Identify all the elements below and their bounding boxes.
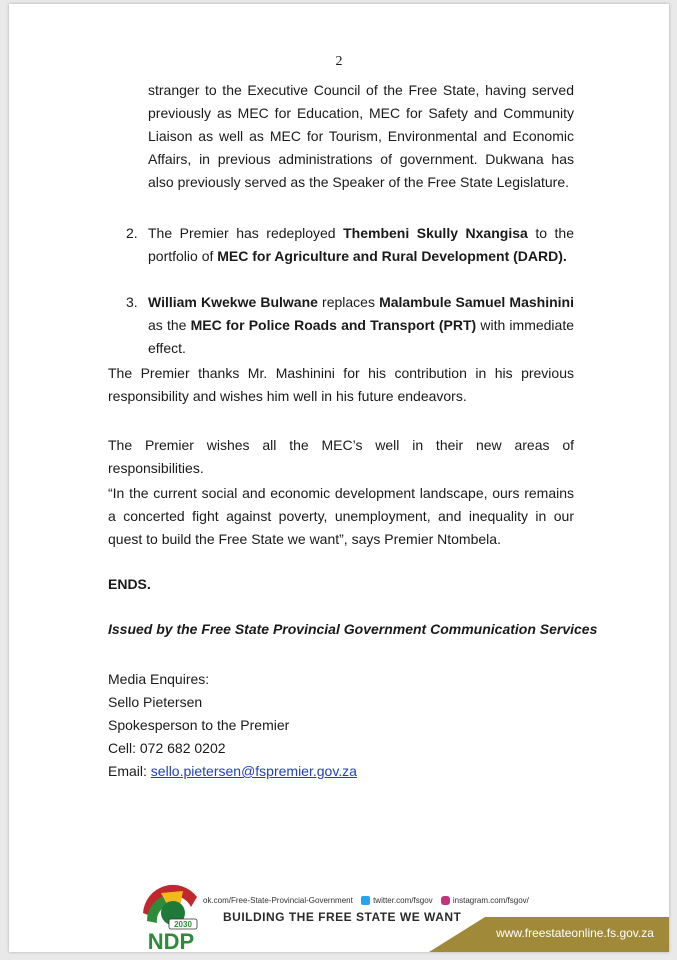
contact-email [108,760,357,783]
contact-role: Spokesperson to the Premier [108,717,290,733]
footer-gold-wedge [429,917,485,952]
facebook-link[interactable] [203,896,353,905]
continuation-paragraph: stranger to the Executive Council of the Free State, having served previously as MEC for Education, MEC for Safety and Community Liaison as well as MEC for Tourism, Environmental and Economic Affairs, in previous administrations of government. Dukwana has also previously served as the Speaker of the Free State Legislature. [148,82,574,190]
page-number: 2 [335,54,343,69]
text-run: to the portfolio of [148,225,574,264]
instagram-url: instagram.com/fsgov/ [452,896,529,905]
text-run: as the [148,317,191,333]
twitter-link[interactable] [361,896,433,905]
text-run: The Premier has redeployed [148,225,344,241]
text-run: with immediate effect. [148,317,574,356]
instagram-icon [441,896,450,905]
contact-name: Sello Pietersen [108,694,203,710]
twitter-url: twitter.com/fsgov [373,896,433,905]
twitter-icon [361,896,370,905]
facebook-url: ok.com/Free-State-Provincial-Government [203,896,353,905]
name-bold: Malambule Samuel Mashinini [379,294,574,310]
email-label: Email: [108,763,151,779]
ndp-2030-logo [137,883,209,951]
portfolio-bold: MEC for Agriculture and Rural Development (DARD). [217,248,567,264]
thanks-paragraph: The Premier thanks Mr. Mashinini for his contribution in his previous responsibility and wishes him well in his future endeavors. [108,365,574,404]
wishes-paragraph: The Premier wishes all the MEC’s well in their new areas of responsibilities. [108,437,574,476]
website-link[interactable]: www.freestateonline.fs.gov.za [496,926,654,940]
email-link[interactable]: sello.pietersen@fspremier.gov.za [150,763,357,779]
logo-year: 2030 [174,920,192,929]
list-number: 3. [126,294,138,310]
portfolio-bold: MEC for Police Roads and Transport (PRT) [190,317,477,333]
text-run: replaces [317,294,380,310]
list-text [148,222,574,268]
issued-by: Issued by the Free State Provincial Government Communication Services [108,621,598,637]
social-links [203,896,535,905]
media-enquiries-heading: Media Enquires: [108,671,210,687]
name-bold: William Kwekwe Bulwane [148,294,318,310]
document-page [9,4,669,952]
list-number: 2. [126,225,138,241]
ends-marker: ENDS. [108,576,151,592]
name-bold: Thembeni Skully Nxangisa [343,225,528,241]
logo-text: NDP [147,929,195,951]
footer-tagline: BUILDING THE FREE STATE WE WANT [223,910,462,924]
contact-cell: Cell: 072 682 0202 [108,740,226,756]
list-text [148,291,574,360]
instagram-link[interactable] [441,896,529,905]
footer [9,859,669,952]
quote-paragraph: “In the current social and economic development landscape, ours remains a concerted fight against poverty, unemployment, and inequality in our quest to build the Free State we want”, says Premier Ntombela. [108,485,574,547]
